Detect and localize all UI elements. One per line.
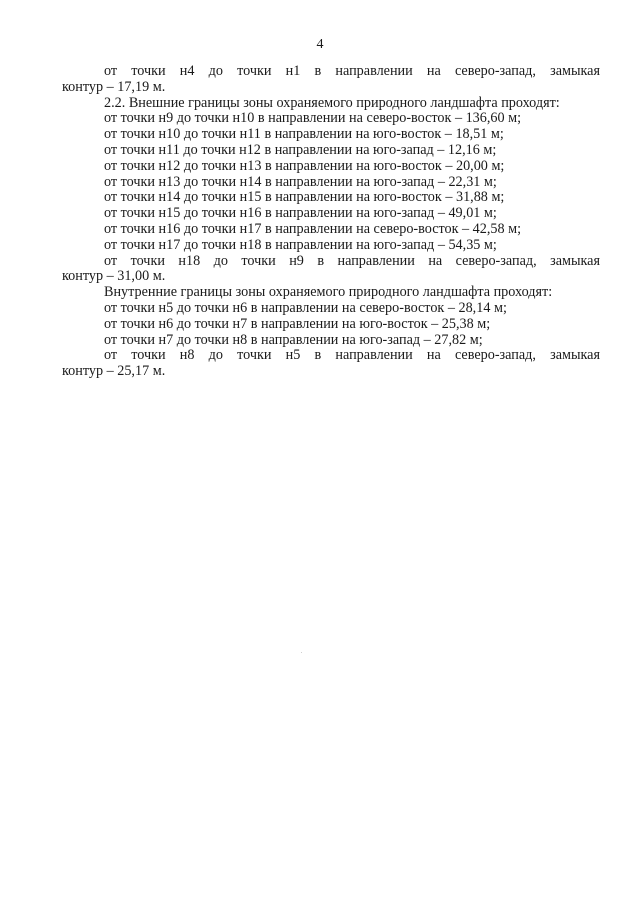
section-heading: Внутренние границы зоны охраняемого природного ландшафта проходят:: [104, 284, 553, 301]
text-line: контур – 25,17 м.: [62, 363, 166, 380]
text-line: от точки н13 до точки н14 в направлении на юго-запад – 22,31 м;: [104, 173, 497, 190]
text-line: от точки н17 до точки н18 в направлении на юго-запад – 54,35 м;: [104, 236, 497, 253]
page-number: 4: [316, 37, 324, 52]
text-line: от точки н11 до точки н12 в направлении на юго-запад – 12,16 м;: [104, 141, 497, 158]
text-line: от точки н12 до точки н13 в направлении на юго-восток – 20,00 м;: [104, 157, 505, 174]
text-line: от точки н10 до точки н11 в направлении на юго-восток – 18,51 м;: [104, 126, 504, 143]
text-line: от точки н6 до точки н7 в направлении на юго-восток – 25,38 м;: [104, 315, 491, 332]
text-line: контур – 31,00 м.: [62, 268, 166, 285]
document-body: [62, 64, 600, 380]
scan-speck: [301, 652, 302, 653]
text-line: от точки н18 до точки н9 в направлении на северо-запад, замыкая: [104, 252, 600, 269]
text-line: от точки н4 до точки н1 в направлении на северо-запад, замыкая: [104, 63, 600, 79]
text-line: от точки н7 до точки н8 в направлении на юго-запад – 27,82 м;: [104, 331, 483, 348]
text-line: от точки н5 до точки н6 в направлении на северо-восток – 28,14 м;: [104, 299, 507, 316]
text-line: контур – 17,19 м.: [62, 78, 166, 95]
text-line: от точки н9 до точки н10 в направлении на северо-восток – 136,60 м;: [104, 110, 522, 127]
section-heading: 2.2. Внешние границы зоны охраняемого природного ландшафта проходят:: [104, 94, 560, 111]
text-line: от точки н14 до точки н15 в направлении на юго-восток – 31,88 м;: [104, 189, 505, 206]
text-line: от точки н8 до точки н5 в направлении на северо-запад, замыкая: [104, 347, 600, 364]
text-line: от точки н15 до точки н16 в направлении на юго-запад – 49,01 м;: [104, 205, 497, 222]
text-line: от точки н16 до точки н17 в направлении на северо-восток – 42,58 м;: [104, 220, 522, 237]
